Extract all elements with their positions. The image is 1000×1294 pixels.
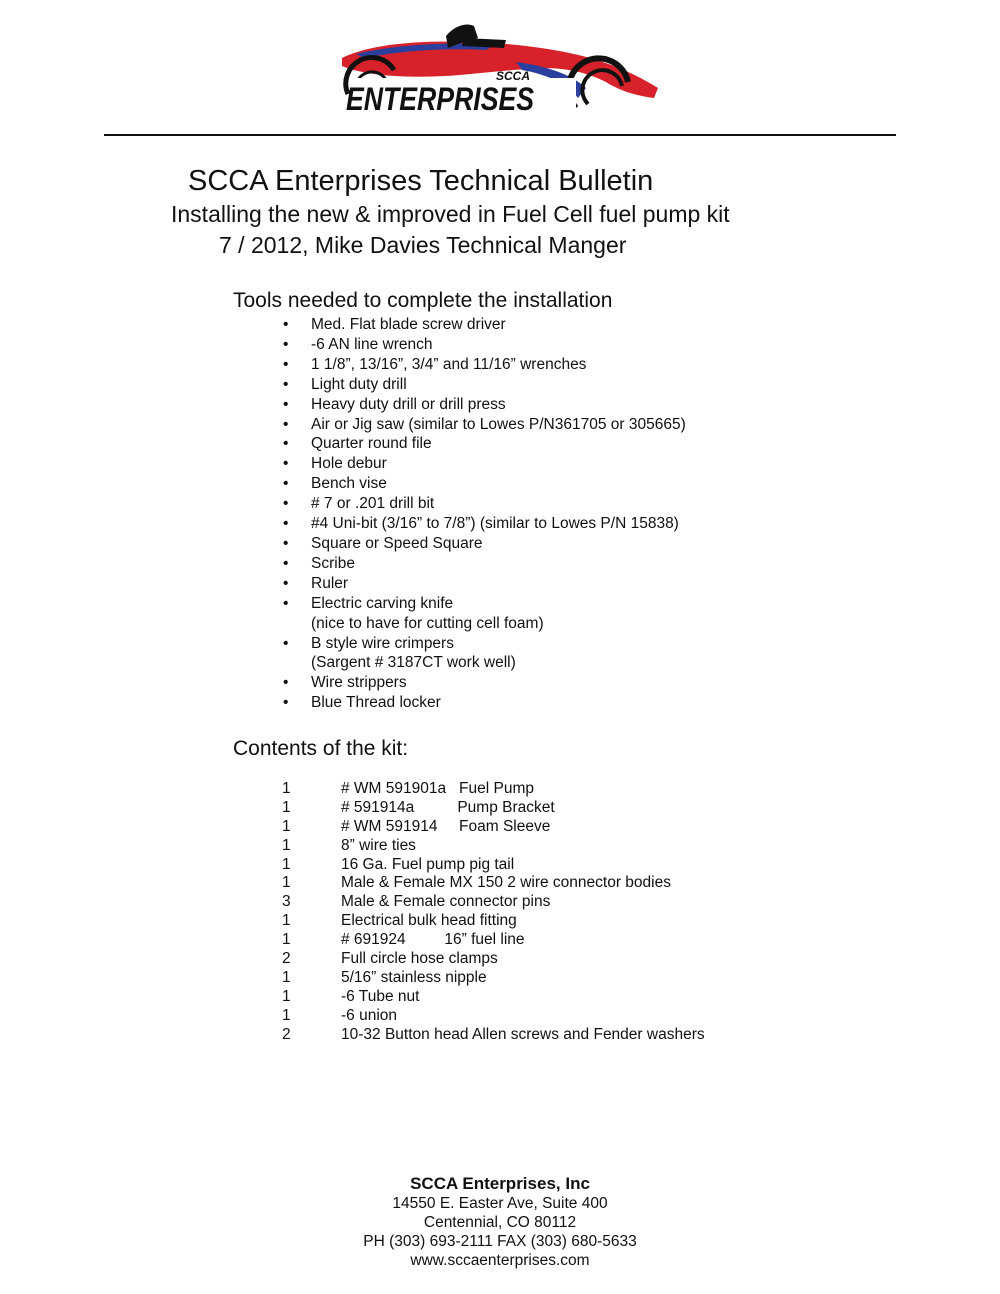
tool-item <box>283 634 686 674</box>
bullet-icon: • <box>283 515 289 533</box>
tool-item <box>283 574 686 594</box>
bulletin-subtitle: Installing the new & improved in Fuel Cell fuel pump kit <box>171 201 730 227</box>
tool-item <box>283 554 686 574</box>
kit-item-desc: # 591914a Pump Bracket <box>341 798 555 816</box>
kit-item-row <box>282 1007 705 1026</box>
tool-item <box>283 474 686 494</box>
bullet-icon: • <box>283 475 289 493</box>
tool-item-note: (nice to have for cutting cell foam) <box>311 614 544 632</box>
kit-item-desc: Male & Female connector pins <box>341 893 551 911</box>
kit-item-qty: 3 <box>282 893 291 911</box>
bullet-icon: • <box>283 455 289 473</box>
kit-item-row <box>282 818 705 837</box>
kit-item-qty: 1 <box>282 817 291 835</box>
kit-item-row <box>282 780 705 799</box>
kit-item-row <box>282 799 705 818</box>
footer-address-line2: Centennial, CO 80112 <box>423 1214 577 1231</box>
kit-item-desc: Full circle hose clamps <box>341 950 498 968</box>
footer <box>0 1174 1000 1270</box>
bullet-icon: • <box>283 355 289 373</box>
bullet-icon: • <box>283 316 289 333</box>
bullet-icon: • <box>283 495 289 513</box>
tool-item-text: Electric carving knife <box>311 594 454 612</box>
tool-item <box>283 415 686 435</box>
kit-item-qty: 1 <box>282 1006 291 1024</box>
bullet-icon: • <box>283 574 289 592</box>
tool-item <box>283 454 686 474</box>
bullet-icon: • <box>283 554 289 572</box>
kit-item-row <box>282 912 705 931</box>
kit-item-qty: 1 <box>282 855 291 873</box>
tools-heading: Tools needed to complete the installation <box>233 289 613 312</box>
tool-item-text: Hole debur <box>311 455 387 473</box>
footer-website: www.sccaenterprises.com <box>410 1252 590 1269</box>
tool-item-text: Square or Speed Square <box>311 534 483 552</box>
kit-item-qty: 1 <box>282 912 291 930</box>
kit-item-row <box>282 1026 705 1045</box>
kit-item-desc: # WM 591901a Fuel Pump <box>341 780 534 797</box>
tool-item-note: (Sargent # 3187CT work well) <box>311 654 516 672</box>
bullet-icon: • <box>283 674 289 692</box>
kit-item-desc: # WM 591914 Foam Sleeve <box>341 817 551 835</box>
kit-item-desc: 8” wire ties <box>341 836 416 854</box>
kit-item-qty: 1 <box>282 931 291 949</box>
tool-item-text: Scribe <box>311 554 355 572</box>
tool-item-text: Ruler <box>311 574 349 592</box>
header-divider <box>104 134 896 136</box>
tool-item <box>283 395 686 415</box>
kit-item-row <box>282 874 705 893</box>
kit-item-qty: 1 <box>282 836 291 854</box>
tool-item-text: Quarter round file <box>311 435 432 453</box>
kit-item-desc: -6 Tube nut <box>341 987 420 1005</box>
tool-item-text: Heavy duty drill or drill press <box>311 395 506 413</box>
tool-item-text: Blue Thread locker <box>311 694 441 712</box>
tool-item <box>283 693 686 713</box>
bullet-icon: • <box>283 395 289 413</box>
tool-item <box>283 375 686 395</box>
bulletin-title: SCCA Enterprises Technical Bulletin <box>188 165 654 197</box>
kit-item-qty: 1 <box>282 874 291 892</box>
kit-item-qty: 1 <box>282 987 291 1005</box>
tool-item <box>283 494 686 514</box>
footer-address-line1: 14550 E. Easter Ave, Suite 400 <box>392 1195 608 1212</box>
kit-item-row <box>282 856 705 875</box>
tool-item <box>283 335 686 355</box>
kit-item-desc: # 691924 16” fuel line <box>341 931 525 949</box>
kit-item-desc: 16 Ga. Fuel pump pig tail <box>341 855 515 873</box>
kit-item-desc: 10-32 Button head Allen screws and Fender washers <box>341 1025 705 1043</box>
tool-item-text: Light duty drill <box>311 375 407 393</box>
tool-item-text: Bench vise <box>311 475 387 493</box>
kit-item-row <box>282 837 705 856</box>
kit-item-qty: 2 <box>282 950 291 968</box>
footer-company: SCCA Enterprises, Inc <box>410 1174 590 1193</box>
bullet-icon: • <box>283 375 289 393</box>
tool-item <box>283 534 686 554</box>
kit-contents-list <box>282 780 705 1044</box>
bullet-icon: • <box>283 435 289 453</box>
bullet-icon: • <box>283 694 289 712</box>
tool-item <box>283 434 686 454</box>
kit-item-desc: -6 union <box>341 1006 398 1024</box>
tool-item <box>283 315 686 335</box>
bullet-icon: • <box>283 594 289 612</box>
tool-item-text: B style wire crimpers <box>311 634 454 652</box>
bullet-icon: • <box>283 335 289 353</box>
contents-heading: Contents of the kit: <box>233 737 409 760</box>
kit-item-desc: Male & Female MX 150 2 wire connector bodies <box>341 874 671 892</box>
tool-item-text: Med. Flat blade screw driver <box>311 316 506 333</box>
tool-item-text: -6 AN line wrench <box>311 335 433 353</box>
tool-item-text: 1 1/8”, 13/16”, 3/4” and 11/16” wrenches <box>311 355 587 373</box>
tool-item <box>283 355 686 375</box>
tool-item-text: Air or Jig saw (similar to Lowes P/N361705 or 305665) <box>311 415 686 433</box>
footer-phone: PH (303) 693-2111 FAX (303) 680-5633 <box>363 1233 637 1250</box>
bullet-icon: • <box>283 415 289 433</box>
svg-text:SCCA: SCCA <box>496 69 531 83</box>
kit-item-desc: 5/16” stainless nipple <box>341 968 487 986</box>
tool-item <box>283 594 686 634</box>
tool-item-text: #4 Uni-bit (3/16” to 7/8”) (similar to Lowes P/N 15838) <box>311 515 679 533</box>
tool-item-text: # 7 or .201 drill bit <box>311 495 435 513</box>
kit-item-qty: 1 <box>282 798 291 816</box>
tool-item <box>283 673 686 693</box>
bulletin-dateline: 7 / 2012, Mike Davies Technical Manger <box>219 232 627 258</box>
kit-item-row <box>282 950 705 969</box>
bullet-icon: • <box>283 634 289 652</box>
kit-item-qty: 1 <box>282 968 291 986</box>
kit-item-qty: 2 <box>282 1025 291 1043</box>
kit-item-row <box>282 931 705 950</box>
scca-enterprises-logo <box>336 18 662 118</box>
tools-list <box>283 315 686 713</box>
bullet-icon: • <box>283 534 289 552</box>
kit-item-row <box>282 969 705 988</box>
kit-item-desc: Electrical bulk head fitting <box>341 912 517 930</box>
tool-item-text: Wire strippers <box>311 674 407 692</box>
tool-item <box>283 514 686 534</box>
kit-item-qty: 1 <box>282 780 291 797</box>
kit-item-row <box>282 988 705 1007</box>
svg-text:ENTERPRISES: ENTERPRISES <box>346 81 535 117</box>
kit-item-row <box>282 893 705 912</box>
